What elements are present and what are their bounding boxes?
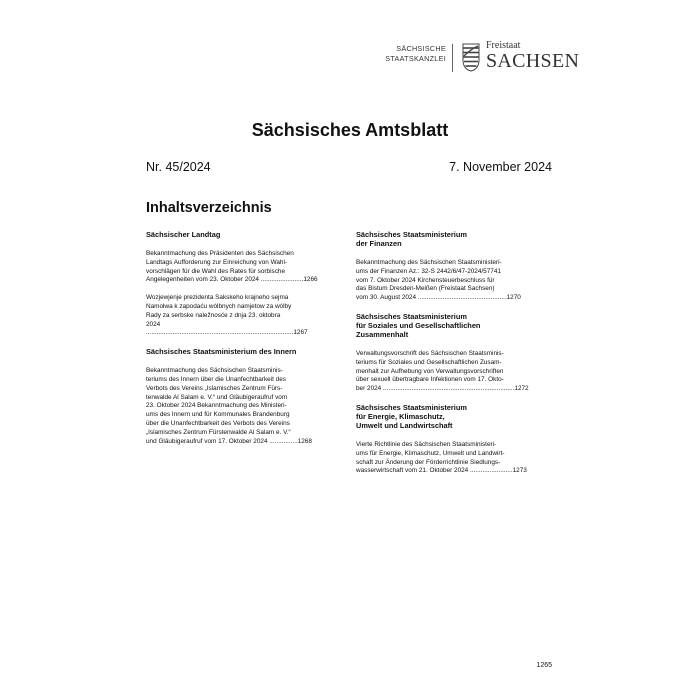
freistaat-sachsen-logo-text (486, 40, 579, 71)
toc-entry[interactable] (146, 294, 318, 338)
entry-line: Vierte Richtlinie des Sächsischen Staatsministeri- (356, 440, 497, 448)
entry-line: teriums für Soziales und Gesellschaftlichen Zusam- (356, 358, 502, 366)
entry-line: teriums des Innern über die Unanfechtbarkeit des (146, 375, 286, 383)
entry-line: Bekanntmachung des Sächsischen Staatsministeri- (356, 259, 502, 266)
entry-line: über die Unanfechtbarkeit des Verbots des Vereins (146, 419, 290, 427)
logo-line-2: STAATSKANZLEI (385, 54, 446, 63)
entry-line: 23. Oktober 2024 Bekanntmachung des Ministeri- (146, 402, 287, 410)
entry-line: vom 7. Oktober 2024 Kirchensteuerbeschluss für (356, 276, 495, 284)
entry-line: Bekanntmachung des Sächsischen Staatsminis- (146, 367, 283, 375)
logo-freistaat: Freistaat (486, 40, 521, 51)
entry-line: Bekanntmachung des Präsidenten des Sächsischen (146, 250, 294, 257)
toc-section (356, 230, 552, 303)
entry-line: „Islamisches Zentrum Fürstenwalde Al Salam e. V.“ (146, 428, 291, 436)
toc-entry[interactable] (356, 259, 552, 303)
toc-section-title (356, 312, 552, 339)
toc-section-title (356, 403, 552, 430)
issue-number: Nr. 45/2024 (146, 160, 211, 174)
entry-line: Wozjewjenje prezidenta Sakskeho krajneho sejma (146, 294, 289, 302)
staatskanzlei-logo-text (372, 44, 446, 64)
entry-line-with-page: vom 30. August 2024 ..................................................1270 (356, 294, 521, 302)
section-title-line: Umwelt und Landwirtschaft (356, 420, 453, 430)
section-title-line: Zusammenhalt (356, 329, 409, 339)
toc-entry[interactable] (356, 441, 552, 476)
page-number: 1265 (536, 662, 552, 669)
entry-line: Rady za serbske naležnosće z dnja 23. oktobra (146, 311, 281, 319)
section-title-line: Sächsisches Staatsministerium (356, 402, 467, 412)
section-title-line: für Soziales und Gesellschaftlichen (356, 320, 481, 330)
toc-entry[interactable] (356, 350, 552, 394)
toc-section-title (146, 230, 318, 239)
entry-line: ums der Finanzen Az.: 32-S 2442/6/47-2024/57741 (356, 267, 501, 275)
section-title-line: Sächsischer Landtag (146, 230, 221, 239)
toc-section (356, 312, 552, 394)
section-title-line: der Finanzen (356, 239, 402, 248)
issue-date: 7. November 2024 (449, 160, 552, 174)
entry-line: das Bistum Dresden-Meißen (Freistaat Sachsen) (356, 285, 495, 293)
entry-line: menhalt zur Aufhebung von Verwaltungsvorschriften (356, 367, 504, 375)
toc-entry[interactable] (146, 367, 318, 446)
entry-line-with-page: Angelegenheiten vom 23. Oktober 2024 ........................1266 (146, 276, 318, 284)
document-title: Sächsisches Amtsblatt (251, 120, 449, 140)
entry-line: ums für Energie, Klimaschutz, Umwelt und Landwirt- (356, 449, 505, 457)
toc-entry[interactable] (146, 250, 318, 285)
section-title-line: Sächsisches Staatsministerium des Innern (146, 347, 297, 357)
entry-line: über sexuell übertragbare Infektionen vom 17. Okto- (356, 376, 504, 384)
toc-column-left (146, 230, 318, 455)
entry-line: Verwaltungsvorschrift des Sächsischen Staatsminis- (356, 349, 504, 357)
entry-line: Verbots des Vereins „Islamisches Zentrum Fürs- (146, 384, 283, 392)
toc-heading: Inhaltsverzeichnis (146, 200, 272, 216)
toc-section (146, 230, 318, 338)
toc-section (146, 347, 318, 446)
entry-line-with-page: 2024 ...................................................................................1267 (146, 320, 308, 337)
logo-line-1: SÄCHSISCHE (396, 44, 446, 53)
entry-line: schaft zur Änderung der Förderrichtlinie Siedlungs- (356, 458, 501, 466)
entry-line-with-page: und Gläubigeraufruf vom 17. Oktober 2024 ................1268 (146, 437, 312, 445)
entry-line: tenwalde Al Salam e. V.“ und Gläubigeraufruf vom (146, 393, 288, 401)
toc-section (356, 403, 552, 476)
logo-divider (452, 44, 453, 72)
toc-section-title (356, 230, 552, 248)
entry-line-with-page: ber 2024 ..........................................................................1272 (356, 385, 529, 393)
logo-sachsen: SACHSEN (486, 50, 580, 72)
section-title-line: Sächsisches Staatsministerium (356, 230, 467, 239)
saxony-crest-icon (462, 42, 480, 72)
toc-column-right (356, 230, 552, 485)
section-title-line: Sächsisches Staatsministerium (356, 311, 467, 321)
section-title-line: für Energie, Klimaschutz, (356, 411, 445, 421)
entry-line-with-page: wasserwirtschaft vom 21. Oktober 2024 ........................1273 (356, 467, 527, 475)
entry-line: ums des Innern und für Kommunales Brandenburg (146, 411, 290, 419)
toc-section-title (146, 347, 318, 356)
entry-line: Landtags Aufforderung zur Einreichung von Wahl- (146, 258, 288, 266)
entry-line: vorschlägen für die Wahl des Rates für sorbische (146, 267, 286, 275)
entry-line: Namołwa k zapodaću wólbnych namjetow za wólby (146, 302, 292, 310)
